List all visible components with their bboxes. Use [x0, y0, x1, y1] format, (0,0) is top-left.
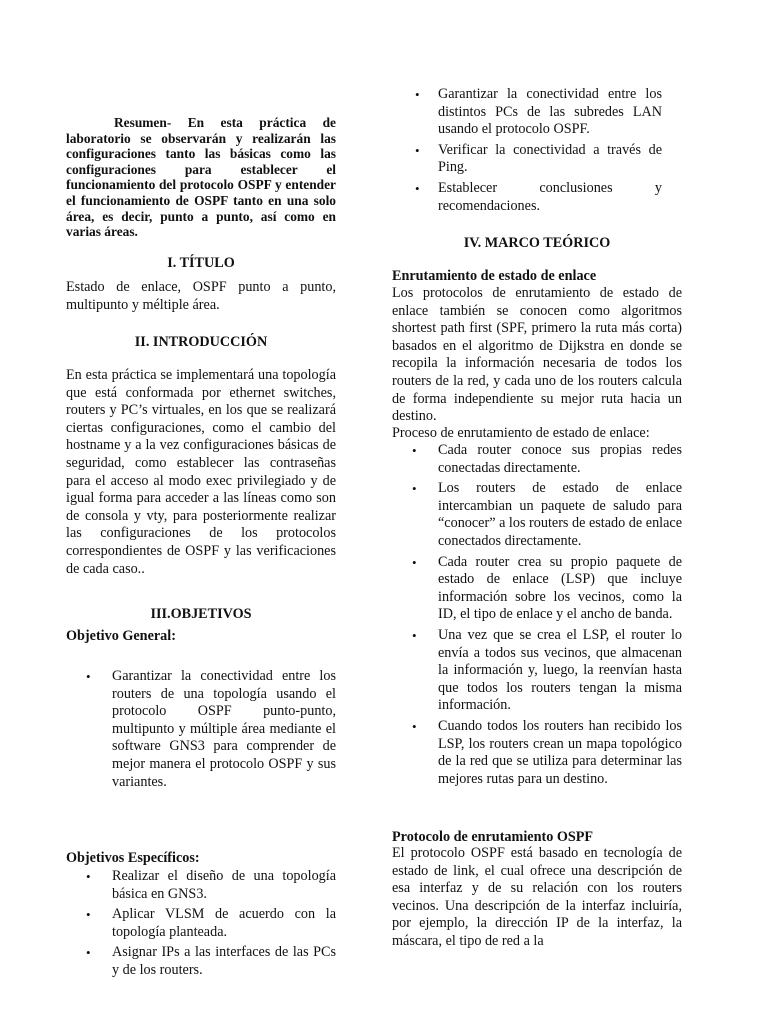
list-item: • Cada router crea su propio paquete de estado de enlace (LSP) que incluye información sobre los vecinos, como la ID, el tipo de enlace y el ancho de banda.	[412, 553, 682, 623]
list-item: • Garantizar la conectividad entre los distintos PCs de las subredes LAN usando el protocolo OSPF.	[415, 86, 662, 138]
link-state-routing-text: Los protocolos de enrutamiento de estado de enlace también se conocen como algoritmos shortest path first (SPF, primero la ruta más corta) basados en el algoritmo de Dijkstra en donde se recopila la información necesaria de todos los routers de la red, y cada uno de los routers calcula de forma independiente su mejor ruta hacia un destino.	[392, 285, 682, 425]
list-item: • Una vez que se crea el LSP, el router lo envía a todos sus vecinos, que almacenan la información y, luego, la reenvían hasta que todos los routers tengan la misma información.	[412, 626, 682, 714]
bullet-icon: •	[415, 180, 420, 196]
right-column	[392, 0, 682, 1024]
ospf-protocol-text: El protocolo OSPF está basado en tecnología de estado de link, el cual ofrece una descripción de esa interfaz y de su relación con los routers vecinos. Una descripción de la interfaz incluiría, por ejemplo, la dirección IP de la interfaz, la máscara, el tipo de red a la	[392, 845, 682, 949]
list-item: • Los routers de estado de enlace intercambian un paquete de saludo para “conocer” a los routers de estado de enlace conectados directamente.	[412, 480, 682, 549]
specific-objectives-list	[66, 868, 336, 983]
theoretical-framework-heading: IV. MARCO TEÓRICO	[463, 235, 611, 251]
specific-objectives-list-continued	[392, 86, 662, 218]
introduction-heading: II. INTRODUCCIÓN	[134, 334, 268, 350]
ospf-protocol-title: Protocolo de enrutamiento OSPF	[392, 829, 594, 845]
bullet-icon: •	[86, 669, 91, 684]
introduction-text: En esta práctica se implementará una topología que está conformada por ethernet switches, routers y PC’s virtuales, en los que se realizará ciertas configuraciones, como el cambio del hostname y a la vez configuraciones básicas de seguridad, como establecer las contraseñas para el acceso al modo exec privilegiado y de igual forma para acceder a las líneas como son de consola y vty, para posteriormente realizar las configuraciones de los protocolos correspondientes de OSPF y las verificaciones de cada caso..	[66, 367, 336, 577]
general-objective-label: Objetivo General:	[66, 628, 176, 644]
link-state-routing-title: Enrutamiento de estado de enlace	[392, 268, 597, 284]
list-item: • Cuando todos los routers han recibido los LSP, los routers crean un mapa topológico de la red que se utiliza para determinar las mejores rutas para un destino.	[412, 717, 682, 787]
bullet-icon: •	[86, 869, 91, 884]
bullet-icon: •	[412, 481, 417, 497]
list-item: • Aplicar VLSM de acuerdo con la topología planteada.	[86, 906, 336, 940]
list-item: • Asignar IPs a las interfaces de las PCs y de los routers.	[86, 944, 336, 978]
list-item: • Cada router conoce sus propias redes conectadas directamente.	[412, 442, 682, 476]
abstract: Resumen- En esta práctica de laboratorio se observarán y realizarán las configuraciones tanto las básicas como las configuraciones para establecer el funcionamiento del protocolo OSPF y entender el funcionamiento de OSPF tanto en una solo área, es decir, punto a punto, así como en varias áreas.	[66, 115, 336, 240]
link-state-process-list	[392, 442, 682, 791]
bullet-icon: •	[412, 443, 417, 458]
general-objectives-list	[66, 668, 336, 794]
list-item: • Establecer conclusiones y recomendaciones.	[415, 179, 662, 214]
bullet-icon: •	[415, 142, 420, 158]
bullet-icon: •	[86, 945, 91, 961]
list-item: • Verificar la conectividad a través de Ping.	[415, 141, 662, 176]
specific-objectives-label: Objetivos Específicos:	[66, 850, 200, 866]
bullet-icon: •	[415, 87, 420, 102]
bullet-icon: •	[412, 627, 417, 643]
link-state-process-label: Proceso de enrutamiento de estado de enlace:	[392, 425, 650, 441]
bullet-icon: •	[86, 907, 91, 923]
list-item: • Realizar el diseño de una topología básica en GNS3.	[86, 868, 336, 902]
section-title-heading: I. TÍTULO	[167, 255, 235, 271]
title-text: Estado de enlace, OSPF punto a punto, multipunto y méltiple área.	[66, 279, 336, 313]
bullet-icon: •	[412, 554, 417, 570]
bullet-icon: •	[412, 718, 417, 734]
list-item: • Garantizar la conectividad entre los routers de una topología usando el protocolo OSPF punto-punto, multipunto y múltiple área mediante el software GNS3 para comprender de mejor manera el protocolo OSPF y sus variantes.	[86, 668, 336, 790]
objectives-heading: III.OBJETIVOS	[150, 606, 252, 622]
left-column	[66, 0, 336, 1024]
